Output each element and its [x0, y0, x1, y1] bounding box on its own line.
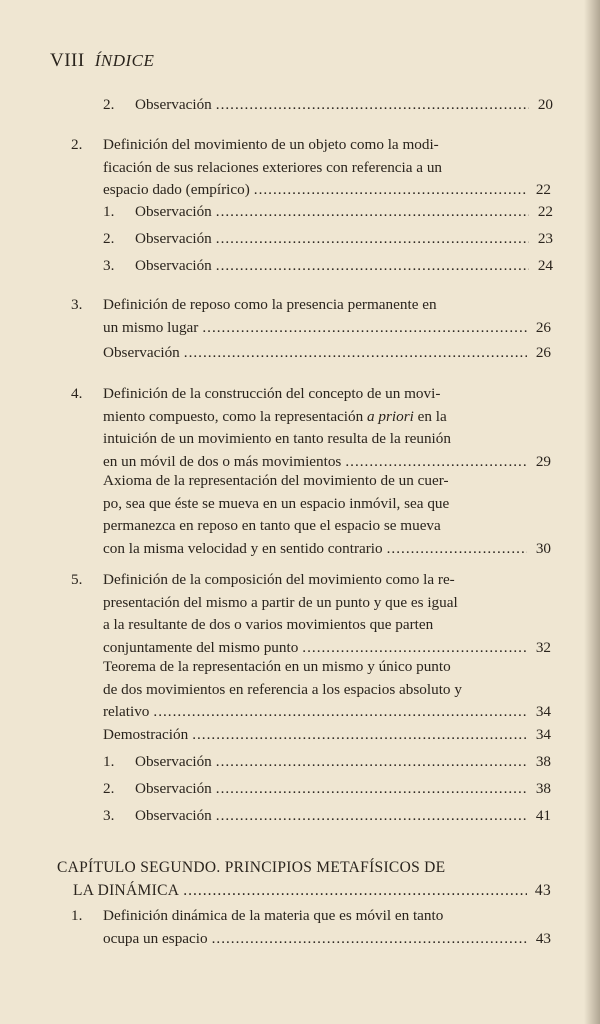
page-number-roman: VIII — [50, 50, 85, 71]
entry-title: Observación — [135, 257, 212, 274]
entry-line: presentación del mismo a partir de un punto y que es igual — [103, 593, 458, 611]
entry-line — [103, 406, 503, 429]
entry-title: Observación — [135, 780, 212, 797]
entry-line: po, sea que éste se mueva en un espacio inmóvil, sea que — [103, 494, 450, 512]
entry-line: Definición dinámica de la materia que es móvil en tanto — [103, 907, 444, 924]
entry-page: 29 — [535, 452, 551, 470]
entry-line: Definición del movimiento de un objeto como la modi- — [103, 136, 439, 153]
chapter-line: CAPÍTULO SEGUNDO. PRINCIPIOS METAFÍSICOS DE — [57, 859, 446, 876]
toc-entry[interactable] — [103, 778, 551, 801]
entry-text: miento compuesto, como la representación — [103, 407, 368, 425]
toc-entry[interactable] — [103, 805, 551, 828]
entry-line: en un móvil de dos o más movimientos — [103, 452, 342, 470]
section-title: ÍNDICE — [94, 51, 155, 70]
entry-line: de dos movimientos en referencia a los espacios absoluto y — [103, 680, 462, 698]
leader-dots — [216, 778, 527, 801]
entry-line: Definición de la construcción del concepto de un movi- — [103, 385, 441, 402]
leader-dots — [216, 201, 529, 224]
toc-entry[interactable] — [103, 724, 551, 747]
toc-entry[interactable] — [103, 201, 553, 224]
leader-dots — [212, 928, 527, 951]
entry-number: 2. — [103, 230, 115, 247]
leader-dots — [254, 179, 527, 202]
toc-entry[interactable] — [103, 751, 551, 774]
entry-title: Observación — [135, 753, 212, 770]
entry-title: Observación — [135, 203, 212, 220]
leader-dots — [192, 724, 527, 747]
entry-line: ficación de sus relaciones exteriores con referencia a un — [103, 158, 443, 176]
entry-page: 38 — [535, 780, 551, 797]
entry-line: a la resultante de dos o varios movimientos que parten — [103, 616, 434, 633]
entry-number: 3. — [71, 296, 83, 313]
entry-line: ocupa un espacio — [103, 929, 208, 947]
entry-line: Definición de reposo como la presencia permanente en — [103, 296, 437, 313]
leader-dots — [216, 805, 527, 828]
entry-number: 2. — [103, 96, 115, 113]
entry-number: 4. — [71, 385, 83, 402]
entry-number: 3. — [103, 807, 115, 824]
leader-dots — [216, 751, 527, 774]
toc-entry[interactable] — [103, 342, 551, 365]
leader-dots — [216, 228, 529, 251]
entry-page: 23 — [537, 230, 553, 247]
entry-page: 24 — [537, 257, 553, 274]
entry-text: en la — [413, 407, 447, 425]
leader-dots — [184, 342, 527, 365]
toc-entry[interactable] — [103, 656, 551, 724]
entry-line: permanezca en reposo en tanto que el espacio se mueva — [103, 517, 441, 534]
entry-line: Teorema de la representación en un mismo y único punto — [103, 658, 451, 675]
entry-page: 22 — [537, 203, 553, 220]
page-header — [50, 50, 154, 72]
entry-line: espacio dado (empírico) — [103, 181, 250, 198]
toc-entry[interactable] — [103, 470, 551, 560]
entry-line: conjuntamente del mismo punto — [103, 638, 299, 656]
entry-line: relativo — [103, 703, 150, 720]
leader-dots — [216, 255, 529, 278]
leader-dots — [153, 701, 527, 724]
toc-entry[interactable] — [103, 228, 553, 251]
entry-title: Observación — [135, 807, 212, 824]
entry-page: 20 — [537, 96, 553, 113]
chapter-heading[interactable] — [57, 857, 551, 902]
page-edge-shadow — [584, 0, 600, 1024]
entry-number: 1. — [103, 203, 115, 220]
entry-page: 43 — [534, 881, 551, 899]
toc-entry[interactable] — [71, 569, 551, 659]
entry-page: 26 — [535, 318, 551, 336]
entry-page: 34 — [535, 703, 551, 720]
entry-number: 2. — [71, 136, 83, 153]
toc-entry[interactable] — [103, 94, 553, 117]
toc-entry[interactable] — [103, 255, 553, 278]
entry-title: Observación — [103, 344, 180, 361]
toc-entry[interactable] — [71, 383, 551, 473]
entry-page: 34 — [535, 726, 551, 743]
leader-dots — [183, 880, 527, 903]
entry-page: 41 — [535, 807, 551, 824]
entry-number: 1. — [103, 753, 115, 770]
entry-text-italic: a priori — [367, 407, 414, 425]
entry-line: intuición de un movimiento en tanto resulta de la reunión — [103, 430, 451, 447]
toc-entry[interactable] — [71, 294, 551, 339]
entry-number: 1. — [71, 907, 83, 924]
leader-dots — [202, 317, 527, 340]
toc-entry[interactable] — [71, 134, 551, 202]
entry-line: un mismo lugar — [103, 318, 199, 336]
entry-line: Definición de la composición del movimiento como la re- — [103, 571, 455, 588]
entry-page: 30 — [535, 539, 551, 557]
entry-page: 32 — [535, 638, 551, 656]
entry-title: Observación — [135, 96, 212, 113]
entry-line: Axioma de la representación del movimiento de un cuer- — [103, 472, 449, 489]
entry-title: Observación — [135, 230, 212, 247]
entry-line: con la misma velocidad y en sentido contrario — [103, 539, 383, 557]
entry-title: Demostración — [103, 726, 189, 743]
entry-page: 43 — [535, 929, 551, 947]
entry-page: 22 — [535, 181, 551, 198]
entry-number: 2. — [103, 780, 115, 797]
entry-number: 3. — [103, 257, 115, 274]
entry-page: 26 — [535, 344, 551, 361]
toc-entry[interactable] — [71, 905, 551, 950]
entry-page: 38 — [535, 753, 551, 770]
entry-number: 5. — [71, 571, 83, 588]
leader-dots — [216, 94, 529, 117]
leader-dots — [387, 538, 527, 561]
chapter-line: LA DINÁMICA — [73, 881, 180, 899]
